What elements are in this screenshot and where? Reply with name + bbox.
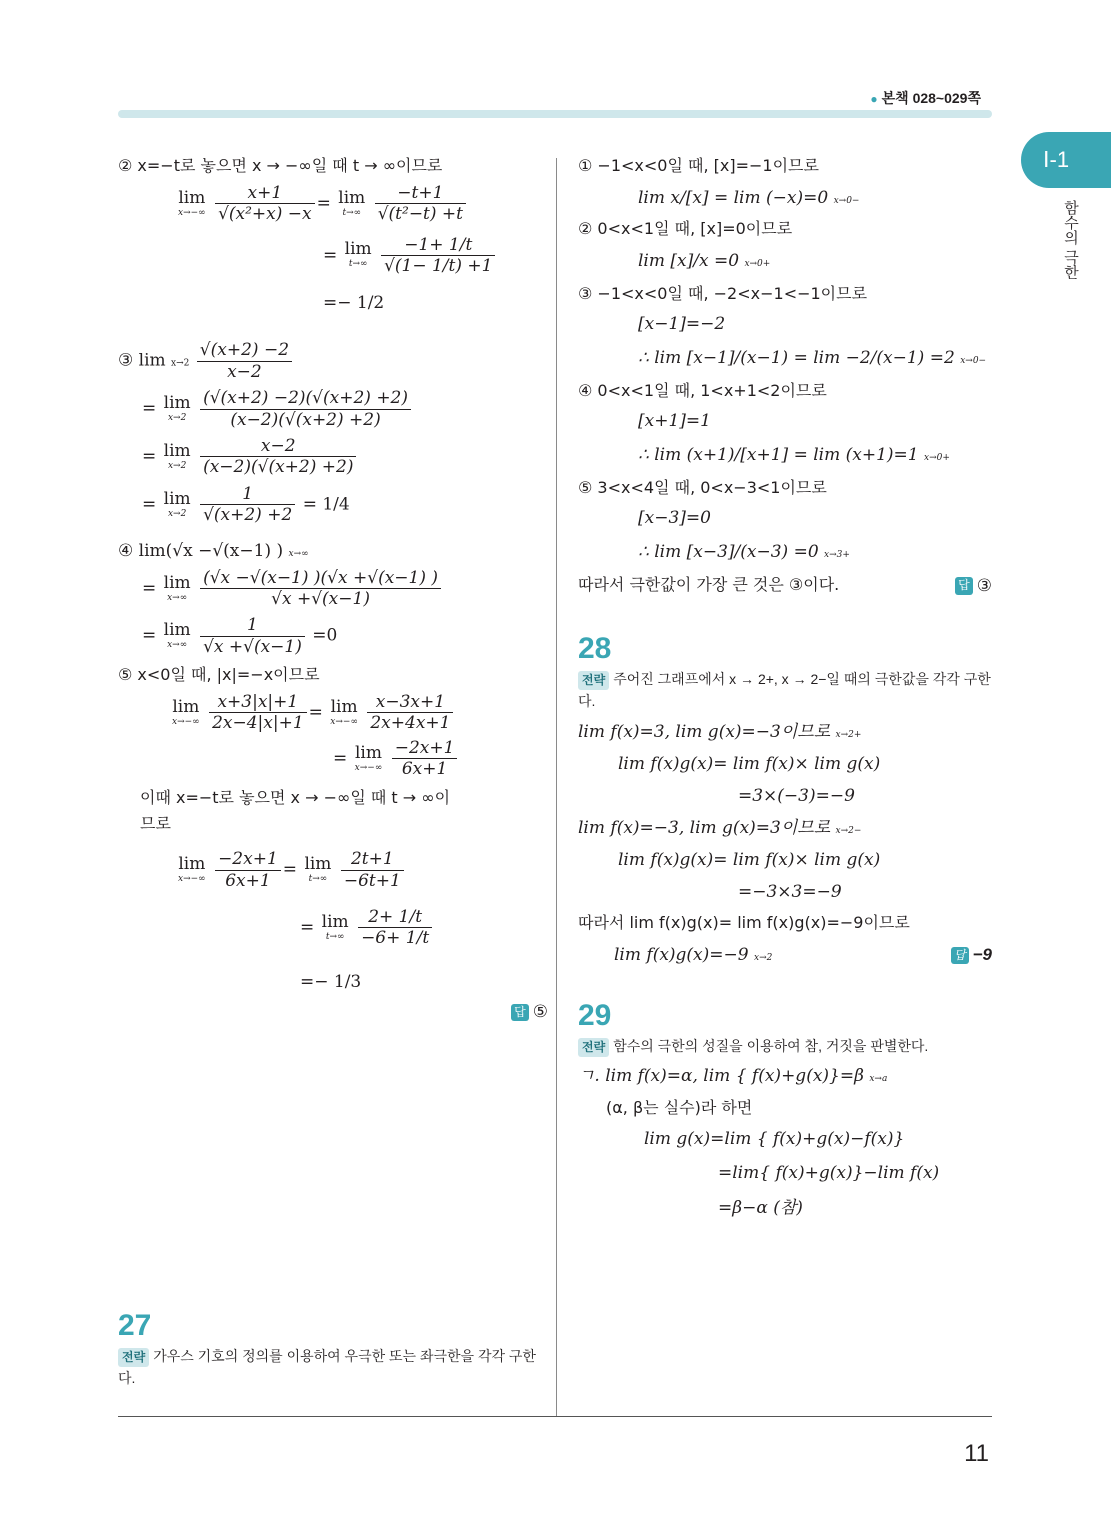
lim-word: lim [304,854,332,875]
answer-badge: 답 [951,947,969,965]
strategy-body: 함수의 극한의 성질을 이용하여 참, 거짓을 판별한다. [613,1038,929,1055]
frac-den: 2x+4x+1 [367,712,453,733]
answer-row [951,944,992,966]
q-conclusion-row [578,575,992,597]
chapter-tab: Ⅰ-1 [1021,132,1111,188]
bullet-icon: ● [870,92,878,106]
r28-line7: 따라서 lim f(x)g(x)= lim f(x)g(x)=−9이므로 [578,913,910,933]
frac-num: x−3x+1 [375,692,446,713]
frac-den: √(1− 1/t) +1 [381,255,495,276]
frac-num: √(x+2) −2 [199,340,290,361]
frac-num: x+1 [247,182,283,203]
frac-num: x+3|x|+1 [217,692,299,713]
p5-text2: 므로 [140,814,171,834]
frac-den: √x +√(x−1) [200,588,441,609]
strategy-badge: 전략 [578,1038,609,1057]
q2-eq [638,250,992,272]
frac-num: −2x+1 [394,737,455,758]
r28-line4 [578,817,992,839]
lim-sub: x→∞ [167,640,188,651]
frac-den: −6t+1 [341,870,404,891]
r28-text: lim f(x)=−3, lim g(x)=3이므로 [578,817,831,838]
q2-eq-text: lim [x]/x =0 [638,250,740,271]
header-bar [118,110,992,118]
strategy-text [578,668,992,713]
problem-28 [578,629,992,966]
answer-row [118,1001,548,1023]
lim-word: lim [354,742,382,763]
lim-sub: x→∞ [167,592,188,603]
lim-sub: x→∞ [288,548,309,559]
answer-value: −9 [972,944,992,964]
lim-word: lim [178,854,206,875]
answer-value: ⑤ [532,1001,548,1021]
lim-sub: t→∞ [308,874,328,885]
r29-line4: =lim{ f(x)+g(x)}−lim f(x) [718,1163,940,1184]
frac-den: (x−2)(√(x+2) +2) [200,409,411,430]
p4-eq0 [118,540,548,562]
q4-eq [638,444,992,466]
q1-eq [638,187,992,209]
lim-sub: x→−∞ [172,716,200,727]
book-reference-text: 본책 028~029쪽 [881,90,981,106]
answer-badge: 답 [511,1004,529,1022]
lim-word: lim [172,696,200,717]
chapter-side-title: 함수의 극한 [1062,200,1079,280]
frac-num: 2+ 1/t [368,906,423,927]
frac-den: (x−2)(√(x+2) +2) [200,456,356,477]
frac-num: −2x+1 [218,849,278,870]
q4-eq-text: ∴ lim (x+1)/[x+1] = lim (x+1)=1 [638,444,919,465]
p5-eq1: lim x→−∞ $\frac{x+3|x|+1}{2x-4|x|+1}$ = lim x→−∞ $\frac{x-3x+1}{2x+4x+1}$ [170,692,548,734]
p4-step2: = lim x→∞ $\frac{1}{√x +√(x-1)}$ =0 [142,615,338,657]
r28-text: lim f(x)=3, lim g(x)=−3이므로 [578,721,831,742]
column-divider [556,158,557,1416]
p2-eq3: =− 1/2 [323,293,385,314]
lim-sub: x→2 [167,413,187,424]
q2-intro: ② 0<x<1일 때, [x]=0이므로 [578,218,793,238]
frac-num: (√x −√(x−1) )(√x +√(x−1) ) [203,567,439,588]
lim-sub: x→2− [835,825,862,836]
lim-sub: t→∞ [348,259,368,270]
r29-line2: (α, β는 실수)라 하면 [606,1097,753,1117]
lim-sub: x→3+ [824,549,850,560]
problem-29 [578,996,992,1219]
r29-line5: =β−α (참) [718,1197,803,1218]
lim-sub: x→0− [833,195,860,206]
lim-word: lim [163,620,191,641]
p3-result: = 1/4 [302,494,350,515]
frac-den: −6+ 1/t [358,927,432,948]
q4-intro: ④ 0<x<1일 때, 1<x+1<2이므로 [578,380,827,400]
lim-sub: x→0− [960,355,987,366]
lim-word: lim [330,696,358,717]
p3-step3: = lim x→2 $\frac{1}{√(x+2) +2}$ = 1/4 [142,483,350,526]
r28-text: lim f(x)g(x)=−9 [614,944,749,965]
lim-word: lim [163,440,191,461]
r29-text: ㄱ. lim f(x)=α, lim { f(x)+g(x)}=β [578,1066,864,1087]
r28-line8 [614,944,772,966]
left-column [118,156,548,1387]
q5-eq-text: ∴ lim [x−3]/(x−3) =0 [638,541,819,562]
r28-line8-row [614,944,992,966]
q1-eq-text: lim x/[x] = lim (−x)=0 [638,187,829,208]
lim-sub: x→a [869,1074,888,1085]
p5-eq3: lim x→−∞ $\frac{-2x+1}{6x+1}$ = lim t→∞ $\frac{2t+1}{-6t+1}$ [176,849,548,891]
lim-sub: x→−∞ [330,716,358,727]
q3-eq-text: ∴ lim [x−1]/(x−1) = lim −2/(x−1) =2 [638,347,955,368]
lim-sub: x→−∞ [354,762,383,773]
strategy-text [118,1345,548,1390]
q3-line1: [x−1]=−2 [638,313,726,334]
strategy-badge: 전략 [578,671,609,690]
book-reference [870,88,981,108]
p5-eq5: =− 1/3 [300,971,362,992]
p5-intro: ⑤ x<0일 때, |x|=−x이므로 [118,665,320,685]
p2-eq2: = lim t→∞ $\frac{-1+ 1/t}{√(1- 1/t) +1}$ [323,235,548,277]
p3-step2: = lim x→2 $\frac{x-2}{(x-2)(√(x+2) +2)}$ [142,436,548,478]
q3-eq [638,347,992,369]
q-conclusion: 따라서 극한값이 가장 큰 것은 ③이다. [578,574,840,594]
r28-line5: lim f(x)g(x)= lim f(x)× lim g(x) [618,849,881,870]
p4-result: =0 [312,625,338,646]
frac-num: 2t+1 [350,849,394,870]
strategy-body: 가우스 기호의 정의를 이용하여 우극한 또는 좌극한을 각각 구한다. [118,1348,536,1387]
r28-line3: =3×(−3)=−9 [738,785,855,806]
frac-den: √(x²+x) −x [215,203,315,224]
frac-den: 6x+1 [215,870,281,891]
strategy-badge: 전략 [118,1348,149,1367]
lim-word: lim [163,572,191,593]
q5-intro: ⑤ 3<x<4일 때, 0<x−3<1이므로 [578,477,827,497]
p3-eq0 [118,340,548,382]
answer-row [955,575,992,597]
lim-word: lim [338,187,366,208]
lim-word: lim [163,393,191,414]
lim-sub: x→2 [754,952,773,963]
p3-step1: = lim x→2 $\frac{(√(x+2) -2)(√(x+2) +2)}{(x-2)(√(x+2) +2)}$ [142,388,548,430]
frac-num: x−2 [260,436,296,457]
p4-label: ④ lim(√x −√(x−1) ) [118,540,284,561]
problem-number: 28 [578,631,612,665]
strategy-body: 주어진 그래프에서 x → 2+, x → 2−일 때의 극한값을 각각 구한다. [578,670,991,710]
problem-27 [118,1306,548,1390]
page-number: 11 [964,1440,989,1467]
frac-num: −1+ 1/t [404,234,473,255]
lim-word: lim [163,488,191,509]
frac-den: √(x+2) +2 [200,504,295,525]
footer-line [118,1416,992,1417]
p5-eq4: = lim t→∞ $\frac{2+ 1/t}{-6+ 1/t}$ [300,907,548,949]
lim-sub: t→∞ [342,207,362,218]
r28-line6: =−3×3=−9 [738,882,842,903]
q3-intro: ③ −1<x<0일 때, −2<x−1<−1이므로 [578,283,868,303]
q1-intro: ① −1<x<0일 때, [x]=−1이므로 [578,156,819,175]
lim-sub: x→2 [171,358,190,369]
frac-num: 1 [247,615,258,636]
lim-sub: t→∞ [325,931,345,942]
frac-den: x−2 [197,361,292,382]
p3-label: ③ lim [118,350,166,371]
strategy-text [578,1035,992,1057]
frac-num: 1 [242,483,254,504]
frac-num: −t+1 [397,182,444,203]
problem-number: 29 [578,999,612,1033]
lim-sub: x→0+ [924,452,950,463]
p5-eq2: = lim x→−∞ $\frac{-2x+1}{6x+1}$ [333,738,548,780]
answer-value: ③ [976,575,992,595]
p2-eq1: lim x→−∞ $\frac{x+1}{\text{√(x²+x) −x}}$ = lim t→∞ $\frac{-t+1}{\text{√(t²−t) +t}}$ [176,183,548,225]
frac-den: 6x+1 [392,758,458,779]
lim-sub: x→−∞ [178,207,206,218]
frac-den: √(t²−t) +t [375,203,466,224]
q4-line1: [x+1]=1 [638,410,711,431]
p5-text1: 이때 x=−t로 놓으면 x → −∞일 때 t → ∞이 [140,787,451,807]
problem-number: 27 [118,1309,152,1342]
p4-step1: = lim x→∞ $\frac{(√x -√(x-1) )(√x +√(x-1) )}{√x +√(x-1)}$ [142,568,548,610]
r29-line1 [578,1065,992,1087]
lim-word: lim [321,911,349,932]
frac-den: 2x−4|x|+1 [209,712,307,733]
answer-badge: 답 [955,577,973,595]
r28-line2: lim f(x)g(x)= lim f(x)× lim g(x) [618,753,881,774]
frac-den: √x +√(x−1) [200,636,305,657]
lim-sub: x→2 [167,460,187,471]
lim-word: lim [178,187,206,208]
lim-sub: x→2 [167,508,187,519]
q5-line1: [x−3]=0 [638,507,711,528]
lim-sub: x→−∞ [178,874,206,885]
lim-sub: x→2+ [835,729,862,740]
p2-intro: ② x=−t로 놓으면 x → −∞일 때 t → ∞이므로 [118,156,443,175]
right-column [578,156,992,1219]
r28-line1 [578,721,992,743]
q5-eq [638,541,992,563]
lim-sub: x→0+ [744,258,771,269]
r29-line3: lim g(x)=lim { f(x)+g(x)−f(x)} [644,1129,905,1150]
frac-num: (√(x+2) −2)(√(x+2) +2) [203,388,409,409]
lim-word: lim [344,239,372,260]
